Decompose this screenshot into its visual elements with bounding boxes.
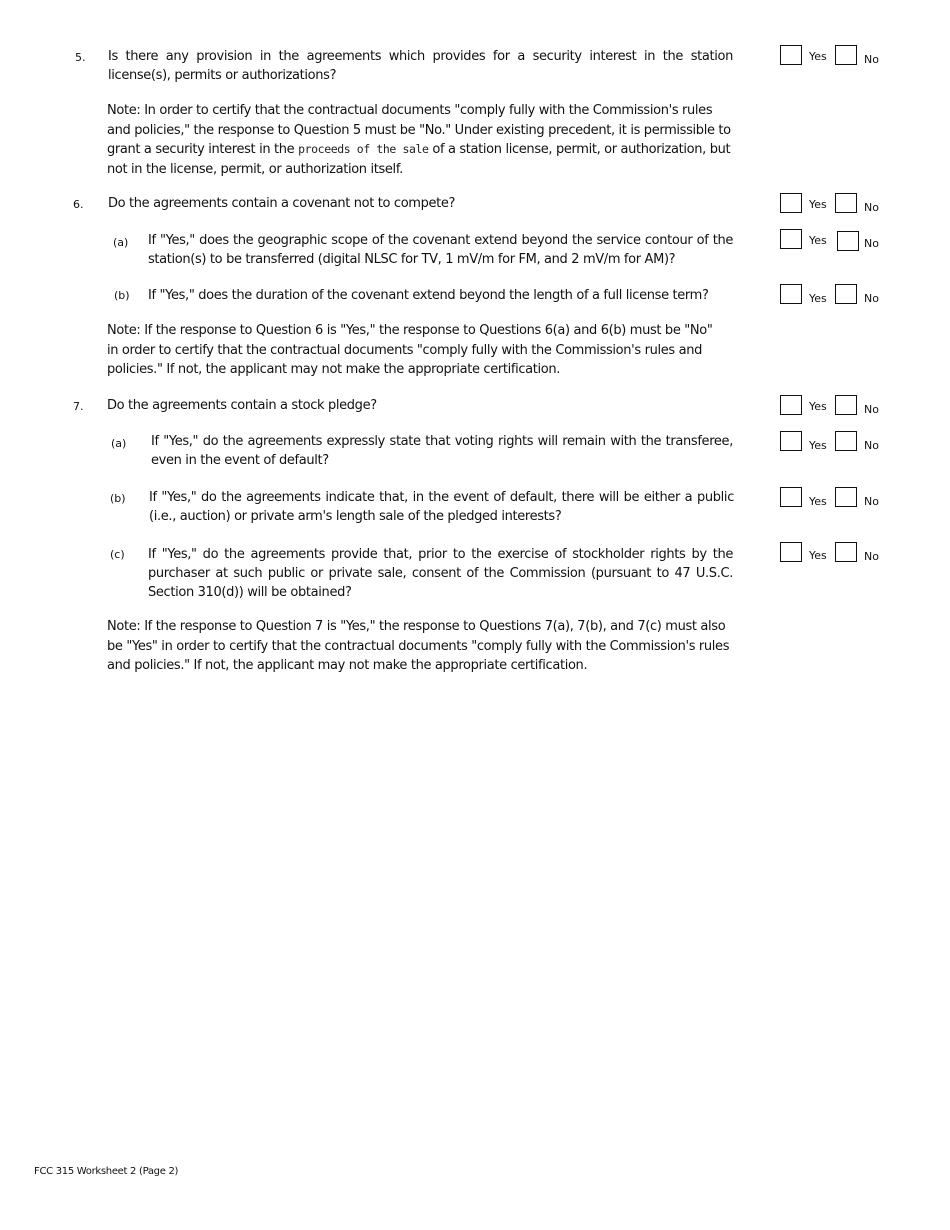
question-6b-label: (b): [114, 289, 130, 302]
question-5-no-label: No: [864, 53, 879, 66]
note-6-text: If the response to Question 6 is "Yes," the response to Questions 6(a) and 6(b) must be "No" in order to certify that the contractual documents "comply fully with the Commission's rules and policies." If not, the applicant may not make the appropriate certification.: [107, 323, 713, 377]
question-6a-yes-checkbox[interactable]: [780, 229, 802, 249]
question-7c-no-checkbox[interactable]: [835, 542, 857, 562]
question-6a-yes-label: Yes: [809, 234, 827, 247]
question-6a-answer: [780, 229, 890, 255]
note-5-emphasis: proceeds of the sale: [298, 142, 429, 156]
question-6a-label: (a): [113, 236, 129, 249]
page-footer: FCC 315 Worksheet 2 (Page 2): [34, 1166, 179, 1177]
note-5-text-b: of a station license, permit, or authorization, but not in the license, permit, or authorization itself.: [107, 142, 731, 177]
question-6b-no-label: No: [864, 292, 879, 305]
question-5-yes-label: Yes: [809, 50, 827, 63]
question-7a-yes-label: Yes: [809, 439, 827, 452]
question-7c-no-label: No: [864, 550, 879, 563]
question-6a-no-label: No: [864, 237, 879, 250]
question-7-yes-label: Yes: [809, 400, 827, 413]
question-7-yes-checkbox[interactable]: [780, 395, 802, 415]
question-7b-text: If "Yes," do the agreements indicate that, in the event of default, there will be either a public (i.e., auction) or private arm's length sale of the pledged interests?: [149, 490, 734, 524]
note-5: [107, 101, 737, 179]
question-6-no-label: No: [864, 201, 879, 214]
note-7-text: If the response to Question 7 is "Yes," the response to Questions 7(a), 7(b), and 7(c) must also be "Yes" in order to certify that the contractual documents "comply fully with the Commission's rules and policies." If not, the applicant may not make the appropriate certification.: [107, 619, 730, 673]
note-5-text-a: In order to certify that the contractual documents "comply fully with the Commission's rules and policies," the response to Question 5 must be "No." Under existing precedent, it is permissible to grant a security interest in the: [107, 103, 731, 157]
note-6-prefix: Note:: [107, 323, 141, 338]
question-6b-no-checkbox[interactable]: [835, 284, 857, 304]
question-7a-yes-checkbox[interactable]: [780, 431, 802, 451]
question-7b-no-label: No: [864, 495, 879, 508]
question-5-no-checkbox[interactable]: [835, 45, 857, 65]
question-7c-answer: [780, 542, 890, 568]
question-7b-yes-label: Yes: [809, 495, 827, 508]
question-6a-text: If "Yes," does the geographic scope of the covenant extend beyond the service contour of the station(s) to be transferred (digital NLSC for TV, 1 mV/m for FM, and 2 mV/m for AM)?: [148, 233, 733, 267]
question-7b-yes-checkbox[interactable]: [780, 487, 802, 507]
question-7a-no-checkbox[interactable]: [835, 431, 857, 451]
question-6-yes-checkbox[interactable]: [780, 193, 802, 213]
question-6-no-checkbox[interactable]: [835, 193, 857, 213]
question-5-text: Is there any provision in the agreements which provides for a security interest in the station license(s), permits or authorizations?: [108, 49, 733, 83]
question-6a-no-checkbox[interactable]: [837, 231, 859, 251]
question-5-yes-checkbox[interactable]: [780, 45, 802, 65]
question-7c-yes-checkbox[interactable]: [780, 542, 802, 562]
question-6-answer: [780, 193, 890, 219]
question-7-no-label: No: [864, 403, 879, 416]
question-7b-no-checkbox[interactable]: [835, 487, 857, 507]
question-6-yes-label: Yes: [809, 198, 827, 211]
question-6b-yes-label: Yes: [809, 292, 827, 305]
question-7a-text: If "Yes," do the agreements expressly state that voting rights will remain with the transferee, even in the event of default?: [151, 434, 733, 468]
question-7a-no-label: No: [864, 439, 879, 452]
question-6-number: 6.: [73, 198, 84, 211]
question-7a-label: (a): [111, 437, 127, 450]
question-7-no-checkbox[interactable]: [835, 395, 857, 415]
question-5-number: 5.: [75, 51, 86, 64]
question-7-number: 7.: [73, 400, 84, 413]
question-6-text: Do the agreements contain a covenant not to compete?: [108, 196, 456, 211]
question-6b-text: If "Yes," does the duration of the covenant extend beyond the length of a full license term?: [148, 288, 709, 303]
note-7-prefix: Note:: [107, 619, 141, 634]
question-7-answer: [780, 395, 890, 421]
question-7c-text: If "Yes," do the agreements provide that, prior to the exercise of stockholder rights by the purchaser at such public or private sale, consent of the Commission (pursuant to 47 U.S.C. Section 310(d)) will be obtained?: [148, 547, 733, 600]
note-6: [107, 321, 727, 380]
question-7c-yes-label: Yes: [809, 549, 827, 562]
question-7b-label: (b): [110, 492, 126, 505]
note-7: [107, 617, 737, 676]
question-7-text: Do the agreements contain a stock pledge?: [107, 398, 377, 413]
question-5-answer: [780, 45, 890, 71]
question-7b-answer: [780, 487, 890, 513]
question-7a-answer: [780, 431, 890, 457]
question-6b-answer: [780, 284, 890, 310]
question-7c-label: (c): [110, 548, 125, 561]
question-6b-yes-checkbox[interactable]: [780, 284, 802, 304]
note-5-prefix: Note:: [107, 103, 141, 118]
